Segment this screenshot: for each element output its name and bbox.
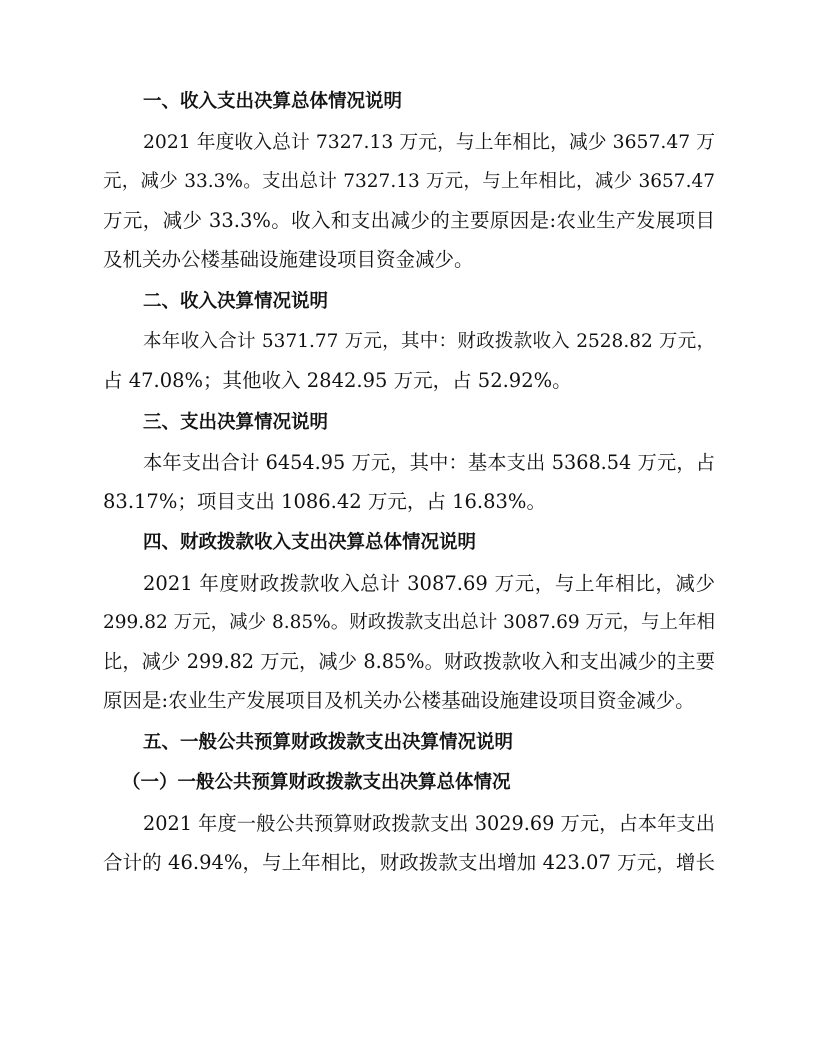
section-3-line-2: 83.17%；项目支出 1086.42 万元，占 16.83%。 — [103, 490, 546, 513]
section-5-line-2: 合计的 46.94%，与上年相比，财政拨款支出增加 423.07 万元，增长 — [103, 851, 715, 874]
section-4-line-1: 2021 年度财政拨款收入总计 3087.69 万元，与上年相比，减少 — [143, 572, 715, 595]
section-1-line-3: 万元，减少 33.3%。收入和支出减少的主要原因是:农业生产发展项目 — [103, 209, 715, 232]
section-4-line-3: 比，减少 299.82 万元，减少 8.85%。财政拨款收入和支出减少的主要 — [103, 650, 715, 673]
section-2-line-2: 占 47.08%；其他收入 2842.95 万元，占 52.92%。 — [103, 369, 572, 392]
section-5-line-1: 2021 年度一般公共预算财政拨款支出 3029.69 万元，占本年支出 — [143, 812, 715, 835]
section-1-line-1: 2021 年度收入总计 7327.13 万元，与上年相比，减少 3657.47 万 — [143, 132, 715, 153]
section-2-line-1: 本年收入合计 5371.77 万元，其中：财政拨款收入 2528.82 万元， — [143, 331, 715, 352]
section-3-heading: 三、支出决算情况说明 — [143, 412, 329, 433]
section-1-heading: 一、收入支出决算总体情况说明 — [143, 91, 403, 112]
section-5-heading: 五、一般公共预算财政拨款支出决算情况说明 — [143, 732, 514, 753]
section-4-line-4: 原因是:农业生产发展项目及机关办公楼基础设施建设项目资金减少。 — [103, 689, 695, 712]
section-4-line-2: 299.82 万元，减少 8.85%。财政拨款支出总计 3087.69 万元，与上年相 — [103, 612, 716, 633]
section-1-line-2: 元，减少 33.3%。支出总计 7327.13 万元，与上年相比，减少 3657.47 — [103, 171, 715, 192]
section-5-subheading: （一）一般公共预算财政拨款支出决算总体情况 — [122, 772, 511, 793]
section-1-line-4: 及机关办公楼基础设施建设项目资金减少。 — [103, 248, 474, 271]
section-2-heading: 二、收入决算情况说明 — [143, 291, 329, 312]
section-3-line-1: 本年支出合计 6454.95 万元，其中：基本支出 5368.54 万元，占 — [143, 451, 715, 474]
section-4-heading: 四、财政拨款收入支出决算总体情况说明 — [143, 532, 477, 553]
